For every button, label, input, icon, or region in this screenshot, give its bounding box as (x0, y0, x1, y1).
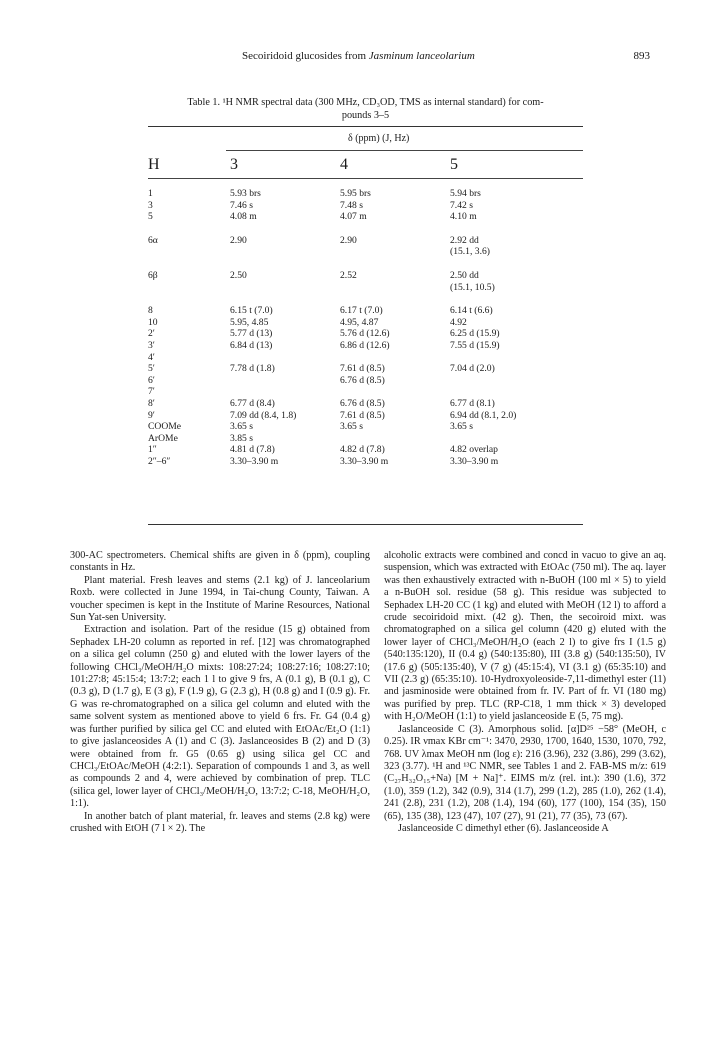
table-cell: 7.61 d (8.5) (340, 363, 385, 375)
table-cell: 4′ (148, 351, 155, 363)
table-group-header: δ (ppm) (J, Hz) (348, 133, 410, 144)
table-cell: 4.08 m (230, 211, 257, 223)
table-cell: 2.50 (230, 270, 247, 281)
column-header: 4 (340, 156, 348, 173)
table-bottom-rule (148, 524, 583, 525)
table-cell: 3.30–3.90 m (450, 456, 499, 467)
table-cell: 6.77 d (8.1) (450, 398, 495, 409)
table-cell: 5.77 d (13) (230, 328, 273, 340)
table-cell: 4.10 m (450, 211, 477, 223)
table-cell: 6.17 t (7.0) (340, 305, 383, 317)
column-header: H (148, 156, 160, 173)
page-number: 893 (633, 50, 650, 62)
table-cell: 5′ (148, 363, 155, 375)
table-cell: 7.48 s (340, 199, 363, 211)
table-cell: 7.42 s (450, 199, 473, 211)
table-cell: ArOMe (148, 432, 178, 444)
paragraph: alcoholic extracts were combined and concd in vacuo to give an aq. suspension, which was extracted with EtOAc (750 ml). The aq. layer was then exhaustively extracted with n-BuOH (100 ml × 5) to yield a n-BuOH sol. residue (58 g). This residue was subjected to Sephadex LH-20 CC (1 kg) and eluted with MeOH (12 l) to afford a crude secoiridoid mixt. (42 g). Then, the secoiroid mixt. was chromatographed on a silica gel column (420 g) eluted with the lower layer of CHCl₃/MeOH/H₂O (each 2 l) to give frs I (1.5 g) (540:135:120), II (0.4 g) (540:135:80), III (3.8 g) (540:135:50), IV (17.6 g) (505:135:40), V (7 g) (45:15:4), VI (3.1 g) (65:35:10) and VII (2.3 g) (65:35:10). 10-Hydroxyoleoside-7,11-dimethyl ester (11) and jasminoside were obtained from fr. IV. Part of fr. VI (180 mg) was purified by prep. TLC (RP-C18, 1 mm thick × 3) developed with H₂O/MeOH (1:1) to yield jaslanceoside E (5, 75 mg). (384, 550, 666, 723)
paragraph: Jaslanceoside C (3). Amorphous solid. [α]D²⁵ −58° (MeOH, c 0.25). IR νmax KBr cm⁻¹: 3470, 2930, 1700, 1640, 1530, 1070, 792, 768. UV λmax MeOH nm (log ε): 216 (3.96), 232 (3.86), 299 (3.62), 323 (3.77). ¹H and ¹³C NMR, see Tables 1 and 2. FAB-MS m/z: 619 (C₂₇H₃₂O₁₅+Na) [M + Na]⁺. EIMS m/z (rel. int.): 390 (1.6), 372 (1.0), 359 (1.2), 342 (0.9), 314 (1.7), 299 (1.2), 285 (1.0), 262 (1.4), 241 (2.8), 231 (1.2), 208 (1.4), 194 (60), 177 (100), 154 (35), 150 (65), 135 (38), 123 (47), 107 (27), 91 (21), 77 (35), 73 (67). (384, 723, 666, 822)
table-cell: 6′ (148, 374, 155, 386)
table-cell: 4.92 (450, 316, 467, 328)
table-cell: 6.86 d (12.6) (340, 340, 390, 351)
left-column-text (70, 550, 370, 835)
table-cell: 2.90 (340, 234, 357, 246)
table-cell: (15.1, 3.6) (450, 246, 490, 258)
table-cell: 5.95, 4.85 (230, 316, 269, 328)
table-caption (148, 96, 583, 122)
paragraph: In another batch of plant material, fr. leaves and stems (2.8 kg) were crushed with EtOH (7 l × 2). The (70, 810, 370, 834)
table-cell: 8′ (148, 398, 155, 409)
table-row (148, 223, 583, 235)
table-cell: 4.81 d (7.8) (230, 444, 275, 456)
table-caption-line: pounds 3–5 (341, 110, 390, 121)
paragraph: Extraction and isolation. Part of the residue (15 g) obtained from Sephadex LH-20 column as reported in ref. [12] was chromatographed on a silica gel column (250 g) and eluted with the lower layers of the following CHCl₃/MeOH/H₂O mixts: 108:27:24; 108:27:16; 108:27:10; 101:27:8; 45:15:4; 13:7:2; each 1 l to give 9 frs, A (0.1 g), B (0.1 g), C (0.3 g), D (1.7 g), E (3 g), F (1.9 g), G (2.3 g), H (0.8 g) and I (0.9 g). Fr. G was re-chromatographed on a silica gel column and eluted with the same solvent system as mentioned above to yield 6 frs. Fr. G4 (0.4 g) was further purified by silica gel CC and eluted with EtOAc/Et₂O (1:1) to give jaslanceosides A (1) and C (3). Jaslanceosides B (2) and D (3) were obtained from fr. G5 (0.65 g) using silica gel CC and CHCl₃/EtOAc/MeOH (4:2:1). Separation of compounds 1 and 3, as well as compounds 2 and 4, were achieved by combination of prep. TLC (silica gel, lower layer of CHCl₃/MeOH/H₂O, 13:7:2; C-18, MeOH/H₂O, 1:1). (70, 624, 370, 810)
table-cell: 3.85 s (230, 432, 253, 444)
table-cell: 5.93 brs (230, 188, 261, 199)
table-row (148, 200, 583, 212)
right-column-text (384, 550, 666, 835)
table-row (148, 305, 583, 317)
table-cell: 6β (148, 270, 158, 281)
table-cell: 1 (148, 188, 153, 199)
table-cell: 7.61 d (8.5) (340, 409, 385, 421)
table-cell: 2′ (148, 328, 155, 340)
table-cell: 3′ (148, 340, 155, 351)
table-cell: 5.76 d (12.6) (340, 328, 390, 340)
table-cell: 4.82 d (7.8) (340, 444, 385, 456)
table-cell: 5.95 brs (340, 188, 371, 199)
paragraph: Jaslanceoside C dimethyl ether (6). Jaslanceoside A (398, 822, 609, 834)
table-row (148, 352, 583, 364)
table-cell: 5.94 brs (450, 188, 481, 199)
table-row (148, 375, 583, 387)
table-cell: 9′ (148, 409, 155, 421)
table-cell: 10 (148, 316, 158, 328)
table-cell: 2.90 (230, 234, 247, 246)
table-cell: 4.82 overlap (450, 444, 498, 456)
table-row (148, 188, 583, 200)
running-title: Secoiridoid glucosides from Jasminum lanceolarium (242, 50, 475, 62)
table-cell: 6α (148, 234, 158, 246)
table-cell: 6.77 d (8.4) (230, 398, 275, 409)
table-row (148, 433, 583, 445)
table-cell: 4.07 m (340, 211, 367, 223)
table-row (148, 340, 583, 352)
table-cell: 3.30–3.90 m (340, 456, 389, 467)
table-cell: 2.50 dd (450, 270, 479, 281)
table-cell: 6.76 d (8.5) (340, 398, 385, 409)
table-cell: 1″ (148, 444, 157, 456)
table-cell: 2″–6″ (148, 456, 171, 467)
table-row (148, 293, 583, 305)
table-row (148, 211, 583, 223)
table-cell: 4.95, 4.87 (340, 316, 379, 328)
table-row (148, 386, 583, 398)
table-row (148, 363, 583, 375)
column-header: 5 (450, 156, 458, 173)
table-row (148, 235, 583, 247)
table-cell: 7.09 dd (8.4, 1.8) (230, 409, 297, 421)
table-row (148, 258, 583, 270)
table-header-rule (148, 178, 583, 179)
table-cell: 6.84 d (13) (230, 340, 273, 351)
table-cell: 3.65 s (450, 421, 473, 433)
table-cell: 3.30–3.90 m (230, 456, 279, 467)
running-header (0, 50, 720, 68)
table-cell: 7.46 s (230, 199, 253, 211)
table-row (148, 398, 583, 410)
table-cell: 7′ (148, 386, 155, 398)
table-cell: 6.14 t (6.6) (450, 305, 493, 317)
table-cell: 7.78 d (1.8) (230, 363, 275, 375)
table-row (148, 270, 583, 282)
table-cell: 6.25 d (15.9) (450, 328, 500, 340)
table-cell: 5 (148, 211, 153, 223)
table-row (148, 328, 583, 340)
table-column-headers (148, 156, 583, 173)
table-row (148, 246, 583, 258)
table-cell: 6.76 d (8.5) (340, 374, 385, 386)
table-top-rule (148, 126, 583, 127)
paragraph: 300-AC spectrometers. Chemical shifts are given in δ (ppm), coupling constants in Hz. (70, 550, 370, 574)
table-cell: 2.92 dd (450, 234, 479, 246)
column-header: 3 (230, 156, 238, 173)
table-row (148, 421, 583, 433)
table-cell: 7.04 d (2.0) (450, 363, 495, 375)
table-cell: (15.1, 10.5) (450, 281, 495, 293)
table-cell: 8 (148, 305, 153, 317)
table-row (148, 317, 583, 329)
table-cell: 3 (148, 199, 153, 211)
table-row (148, 410, 583, 422)
table-cell: 7.55 d (15.9) (450, 340, 500, 351)
table-row (148, 282, 583, 294)
table-row (148, 444, 583, 456)
table-cell: 2.52 (340, 270, 357, 281)
table-cell: 6.15 t (7.0) (230, 305, 273, 317)
group-header-rule (226, 150, 583, 151)
table-caption-line: Table 1. ¹H NMR spectral data (300 MHz, CD₃OD, TMS as internal standard) for com- (187, 97, 544, 108)
table-cell: 6.94 dd (8.1, 2.0) (450, 409, 517, 421)
table-cell: COOMe (148, 421, 182, 433)
table-row (148, 456, 583, 468)
paragraph: Plant material. Fresh leaves and stems (2.1 kg) of J. lanceolarium Roxb. were collected in June 1994, in Tai-chung County, Taiwan. A voucher specimen is kept in the Institute of Marine Resources, National Sun Yat-sen University. (70, 574, 370, 624)
table-cell: 3.65 s (340, 421, 363, 433)
table-cell: 3.65 s (230, 421, 253, 433)
